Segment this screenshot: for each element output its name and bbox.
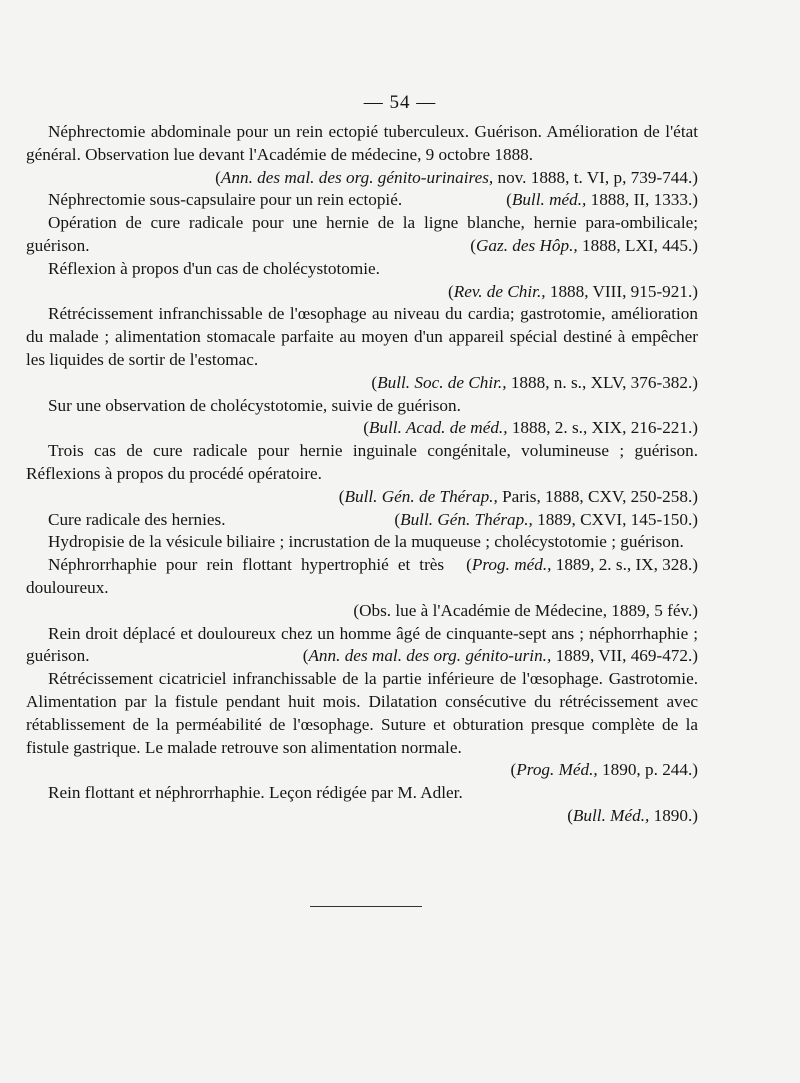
entry-title: Rétrécissement cicatriciel infranchissable de la partie inférieure de l'œsophage. Gastrotomie. Alimentation par la fistule pendant huit mois. Dilatation consécutive du rétrécissement avec rétablissement de la perméabilité de l'œsophage. Suture et obturation presque complète de la fistule gastrique. Le malade retrouve son alimentation normale.	[26, 669, 698, 757]
citation-open-paren: (	[567, 805, 573, 825]
citation-details: 1888, VIII, 915-921.)	[545, 281, 698, 301]
entry-text	[26, 303, 698, 371]
entry-citation-line	[26, 417, 698, 440]
citation-journal: Prog. Méd.,	[516, 760, 598, 780]
bibliography-list	[26, 121, 698, 828]
bibliography-entry	[26, 668, 698, 782]
citation-details: Paris, 1888, CXV, 250-258.)	[497, 486, 698, 506]
entry-title: Rétrécissement infranchissable de l'œsophage au niveau du cardia; gastrotomie, amélioration du malade ; alimentation stomacale parfaite au moyen d'un appareil spécial destiné à empêcher les liquides de sortir de l'estomac.	[26, 304, 698, 369]
entry-citation	[339, 487, 698, 506]
entry-title: Néphrorrhaphie pour rein flottant hypertrophié et très douloureux.	[26, 555, 445, 597]
entry-title: Sur une observation de cholécystotomie, suivie de guérison.	[48, 395, 461, 415]
bibliography-entry	[26, 623, 698, 669]
entry-text	[26, 623, 698, 669]
entry-citation	[444, 554, 698, 577]
citation-details: 1890, p. 244.)	[597, 760, 698, 780]
citation-journal: Bull. Acad. de méd.,	[368, 418, 508, 438]
entry-text	[26, 531, 698, 575]
citation-journal: Ann. des mal. des org. génito-urinaires,	[220, 167, 494, 187]
citation-journal: Bull. Gén. de Thérap.,	[344, 486, 498, 506]
citation-open-paren: (	[448, 281, 454, 301]
entry-title: Trois cas de cure radicale pour hernie inguinale congénitale, volumineuse ; guérison. Réflexions à propos du procédé opératoire.	[26, 441, 698, 483]
entry-citation-line	[26, 600, 698, 623]
entry-citation	[281, 645, 698, 668]
bibliography-entry	[26, 509, 698, 532]
citation-open-paren: (	[371, 372, 378, 392]
entry-citation	[371, 373, 698, 392]
citation-details: 1890.)	[649, 805, 698, 825]
entry-title: Néphrectomie sous-capsulaire pour un rein ectopié.	[48, 190, 403, 210]
entry-text	[26, 212, 698, 258]
citation-details: 1888, n. s., XLV, 376-382.)	[506, 372, 698, 392]
entry-title: Néphrectomie abdominale pour un rein ectopié tuberculeux. Guérison. Amélioration de l'état général. Observation lue devant l'Académie de médecine, 9 octobre 1888.	[26, 122, 698, 164]
bibliography-entry	[26, 212, 698, 258]
entry-citation	[353, 601, 698, 620]
entry-title: Opération de cure radicale pour une hernie de la ligne blanche, hernie para-ombilicale; guérison.	[26, 213, 698, 255]
entry-citation	[363, 418, 698, 437]
citation-journal: Bull. Méd.,	[572, 805, 650, 825]
entry-citation	[484, 189, 698, 212]
entry-citation	[567, 806, 698, 825]
citation-details: 1889, VII, 469-472.)	[551, 646, 698, 666]
entry-text	[26, 440, 698, 486]
citation-open-paren: (	[215, 167, 221, 187]
citation-journal: Ann. des mal. des org. génito-urin.,	[308, 646, 552, 666]
citation-details: 1889, CXVI, 145-150.)	[532, 509, 698, 529]
citation-journal: Gaz. des Hôp.,	[476, 235, 578, 255]
citation-journal: Bull. Soc. de Chir.,	[377, 372, 507, 392]
bibliography-entry	[26, 440, 698, 508]
citation-open-paren: (	[466, 555, 472, 575]
bibliography-entry	[26, 782, 698, 828]
citation-details: 1888, II, 1333.)	[586, 190, 698, 210]
entry-citation	[448, 235, 698, 258]
citation-open-paren: (	[470, 235, 476, 255]
bibliography-entry	[26, 303, 698, 394]
entry-title: Hydropisie de la vésicule biliaire ; incrustation de la muqueuse ; cholécystotomie ; guérison.	[48, 532, 684, 552]
entry-text	[26, 189, 698, 212]
citation-open-paren: (	[302, 646, 309, 666]
citation-journal: Bull. méd.,	[511, 190, 587, 210]
citation-details: nov. 1888, t. VI, p, 739-744.)	[493, 167, 698, 187]
citation-open-paren: (	[363, 418, 369, 438]
entry-text	[26, 395, 698, 418]
citation-open-paren: (	[510, 760, 517, 780]
citation-open-paren: (	[338, 486, 345, 506]
entry-text	[26, 782, 698, 805]
entry-citation-line	[26, 167, 698, 190]
bibliography-entry	[26, 531, 698, 575]
entry-citation-line	[26, 372, 698, 395]
entry-citation-line	[26, 486, 698, 509]
entry-citation-line	[26, 281, 698, 304]
citation-details: 1889, 2. s., IX, 328.)	[551, 555, 698, 575]
entry-text	[26, 258, 698, 281]
entry-citation	[511, 760, 698, 779]
bibliography-entry	[26, 258, 698, 304]
citation-details: (Obs. lue à l'Académie de Médecine, 1889, 5 fév.)	[353, 600, 698, 620]
citation-details: 1888, LXI, 445.)	[577, 235, 698, 255]
entry-text	[26, 121, 698, 167]
citation-journal: Prog. méd.,	[471, 555, 552, 575]
entry-title: Réflexion à propos d'un cas de cholécystotomie.	[48, 258, 380, 278]
entry-text	[26, 668, 698, 759]
entry-citation-line	[26, 759, 698, 782]
citation-details: 1888, 2. s., XIX, 216-221.)	[507, 418, 698, 438]
entry-citation-line	[26, 805, 698, 828]
entry-title: Rein droit déplacé et douloureux chez un homme âgé de cinquante-sept ans ; néphorrhaphie ; guérison.	[26, 623, 698, 666]
entry-text	[26, 509, 698, 532]
entry-citation	[448, 282, 698, 301]
end-rule	[310, 906, 422, 907]
page-number: — 54 —	[363, 92, 437, 113]
bibliography-entry	[26, 395, 698, 441]
citation-open-paren: (	[506, 190, 512, 210]
entry-citation	[215, 168, 698, 187]
entry-title: Rein flottant et néphrorrhaphie. Leçon rédigée par M. Adler.	[48, 783, 463, 803]
citation-journal: Rev. de Chir.,	[453, 281, 546, 301]
bibliography-entry	[26, 189, 698, 212]
entry-citation	[372, 509, 698, 532]
citation-open-paren: (	[394, 509, 401, 529]
bibliography-entry	[26, 121, 698, 189]
entry-title: Cure radicale des hernies.	[48, 509, 226, 529]
citation-journal: Bull. Gén. Thérap.,	[400, 509, 533, 529]
